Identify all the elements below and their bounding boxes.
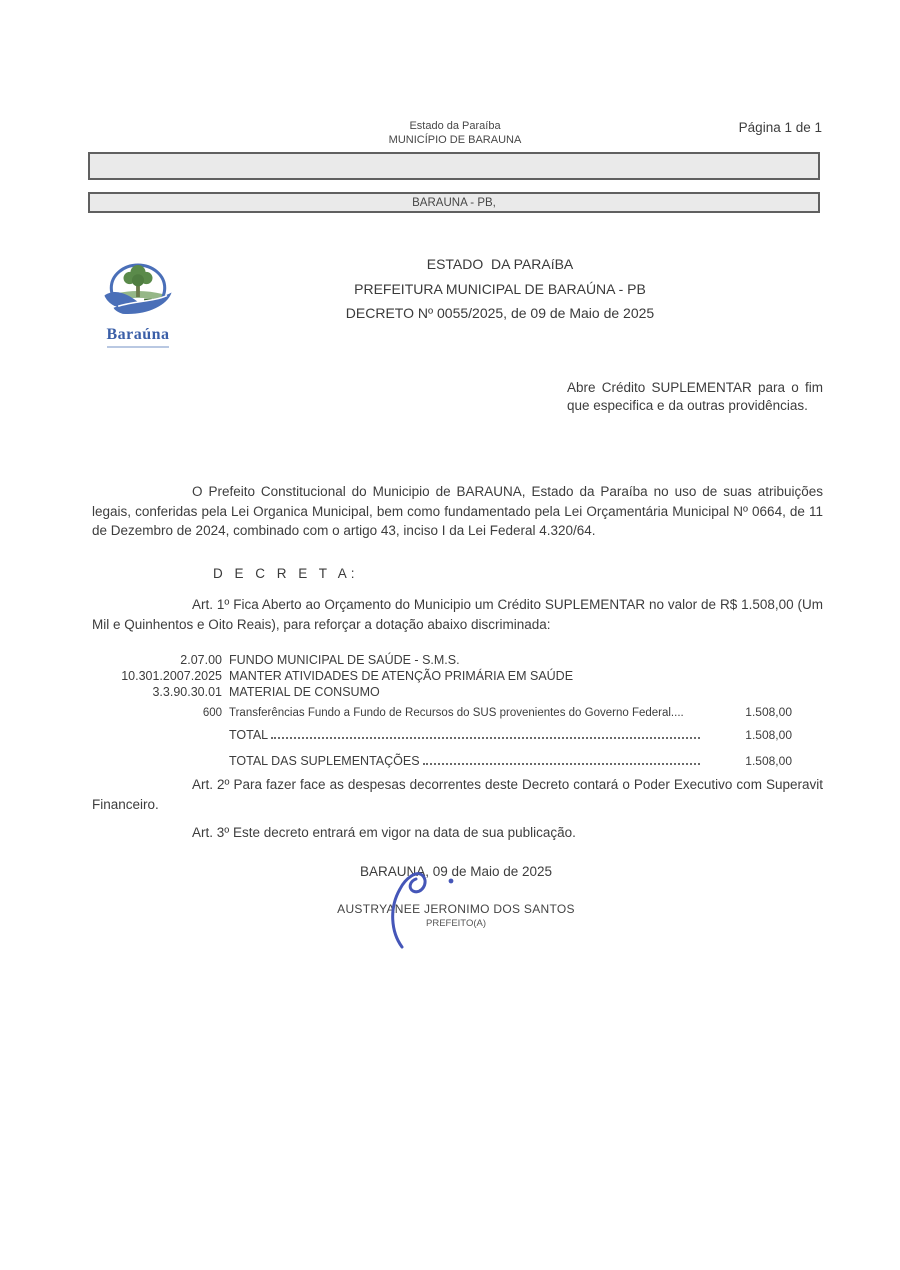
header-empty-field <box>88 152 820 180</box>
budget-code: 3.3.90.30.01 <box>152 685 222 699</box>
budget-code: 600 <box>202 707 222 719</box>
header-state: Estado da Paraíba <box>409 120 501 132</box>
total-suplementacoes-row <box>92 745 792 771</box>
table-row <box>92 685 792 701</box>
page-number: Página 1 de 1 <box>738 120 822 135</box>
total-suplementacoes-label: TOTAL DAS SUPLEMENTAÇÕES <box>229 754 420 768</box>
ba16-emblem-icon <box>99 262 177 320</box>
budget-description: MANTER ATIVIDADES DE ATENÇÃO PRIMÁRIA EM SAÚDE <box>229 669 574 683</box>
budget-code: 10.301.2007.2025 <box>121 669 222 683</box>
signer-role: PREFEITO(A) <box>426 918 486 929</box>
total-row <box>92 723 792 745</box>
decree-epigraph: Abre Crédito SUPLEMENTAR para o fim que especifica e da outras providências. <box>567 380 823 413</box>
table-row <box>92 653 792 669</box>
handwritten-signature-icon <box>372 868 472 950</box>
total-value: 1.508,00 <box>745 728 792 742</box>
budget-description: FUNDO MUNICIPAL DE SAÚDE - S.M.S. <box>229 653 460 667</box>
budget-value: 1.508,00 <box>745 705 792 719</box>
decreta-heading: D E C R E T A: <box>213 566 359 581</box>
dotted-leader <box>423 763 700 765</box>
title-state: ESTADO DA PARAíBA <box>426 256 574 272</box>
title-prefeitura: PREFEITURA MUNICIPAL DE BARAÚNA - PB <box>354 280 646 297</box>
budget-description: Transferências Fundo a Fundo de Recursos do SUS provenientes do Governo Federal.... <box>229 707 684 719</box>
header-city-field: BARAUNA - PB, <box>88 192 820 213</box>
total-suplementacoes-value: 1.508,00 <box>745 754 792 768</box>
title-decreto: DECRETO Nº 0055/2025, de 09 de Maio de 2025 <box>345 305 655 321</box>
municipal-logo <box>98 262 178 348</box>
preamble-paragraph: O Prefeito Constitucional do Municipio de BARAUNA, Estado da Paraíba no uso de suas atribuições legais, conferidas pela Lei Organica Municipal, bem como fundamentado pela Lei Orçamentária Municipal Nº 0664, de 11 de Dezembro de 2024, combinado com o artigo 43, inciso I da Lei Federal 4.320/64. <box>92 484 823 538</box>
table-row <box>92 669 792 685</box>
signer-name: AUSTRYANEE JERONIMO DOS SANTOS <box>337 902 575 916</box>
total-label: TOTAL <box>229 728 269 742</box>
logo-wordmark: Baraúna <box>106 326 170 343</box>
dotted-leader <box>271 737 700 739</box>
logo-subtext-line <box>107 346 169 348</box>
document-title <box>200 252 800 326</box>
article-3: Art. 3º Este decreto entrará em vigor na data de sua publicação. <box>192 825 576 840</box>
budget-description: MATERIAL DE CONSUMO <box>229 685 380 699</box>
budget-code: 2.07.00 <box>180 653 222 667</box>
article-2: Art. 2º Para fazer face as despesas decorrentes deste Decreto contará o Poder Executivo com Superavit Financeiro. <box>92 777 823 812</box>
table-row <box>92 701 792 723</box>
document-header <box>250 120 660 147</box>
article-1: Art. 1º Fica Aberto ao Orçamento do Municipio um Crédito SUPLEMENTAR no valor de R$ 1.508,00 (Um Mil e Quinhentos e Oito Reais), para reforçar a dotação abaixo discriminada: <box>92 597 823 632</box>
header-municipality: MUNICÍPIO DE BARAUNA <box>388 133 522 146</box>
place-and-date: BARAUNA, 09 de Maio de 2025 <box>359 864 553 879</box>
budget-table <box>92 653 792 771</box>
